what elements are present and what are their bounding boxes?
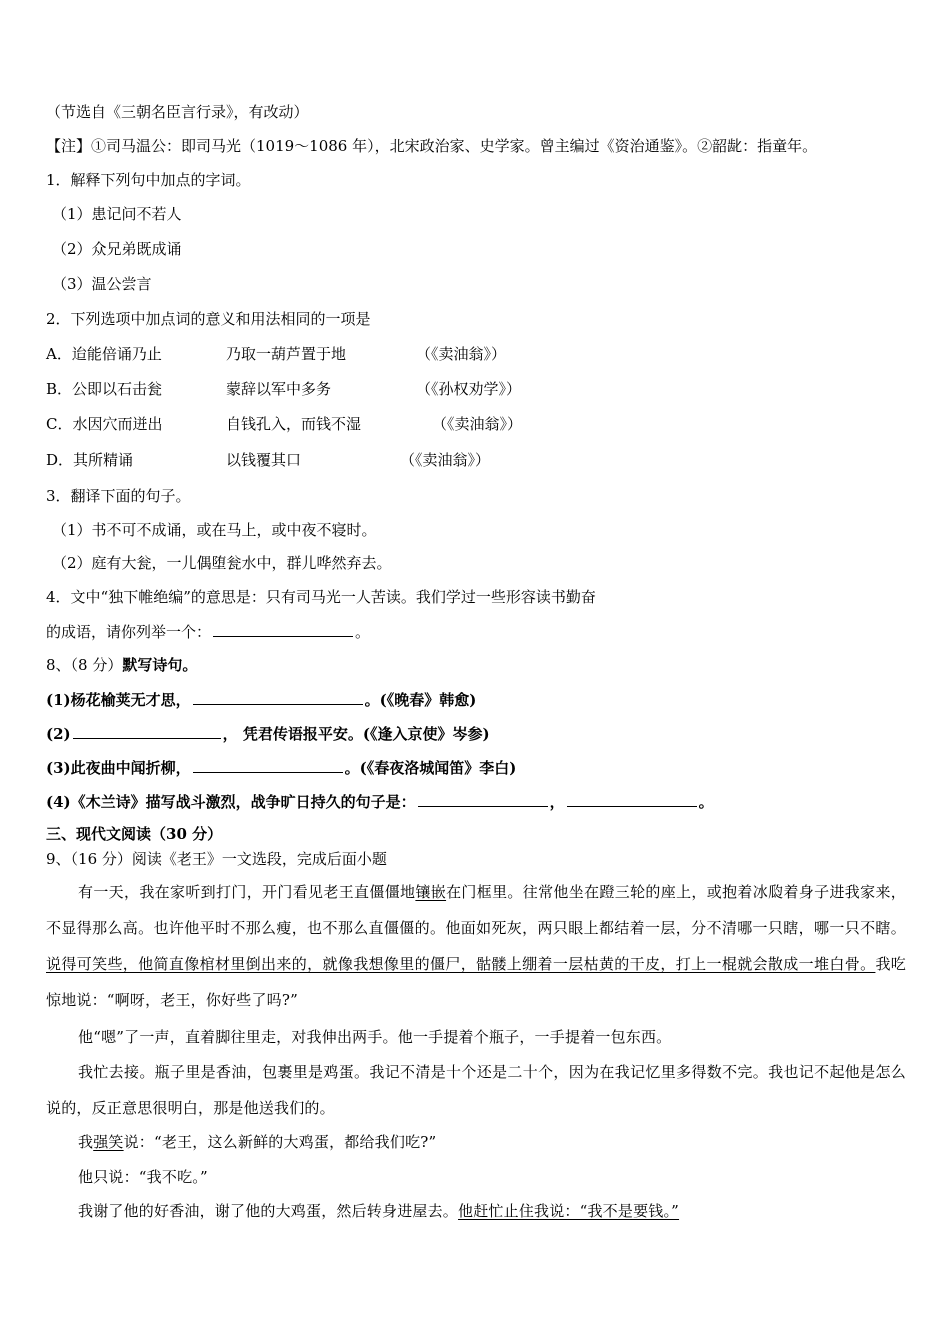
poem-line-3: (3)此夜曲中闻折柳， 。(《春夜洛城闻笛》李白)	[46, 759, 517, 777]
poem-line-4: (4)《木兰诗》描写战斗激烈，战争旷日持久的句子是： ， 。	[46, 793, 714, 811]
question-4-text: 的成语，请你列举一个： 。	[46, 623, 371, 641]
section-heading: 三、现代文阅读（30 分）	[46, 825, 223, 843]
source-line: （节选自《三朝名臣言行录》，有改动）	[46, 103, 309, 121]
passage-paragraph: 他“嗯”了一声，直着脚往里走，对我伸出两手。他一手提着个瓶子，一手提着一包东西。	[78, 1028, 672, 1046]
passage-paragraph: 有一天，我在家听到打门，开门看见老王直僵僵地镶嵌在门框里。往常他坐在蹬三轮的座上，或抱着冰瓝着身子进我家来，不显得那么高。也许他平时不那么瘦，也不那么直僵僵的。他面如死灰，两只眼上都结着一层，分不清哪一只瞎，哪一只不瞎。说得可笑些，他简直像棺材里倒出来的，就像我想像里的僵尸，骷髅上绷着一层枯黄的干皮，打上一棍就会散成一堆白骨。我吃惊地说：“啊呀，老王，你好些了吗?”	[46, 883, 906, 1009]
passage-paragraph: 我谢了他的好香油，谢了他的大鸡蛋，然后转身进屋去。他赶忙止住我说：“我不是要钱。”	[78, 1202, 680, 1220]
underlined-word: 镶嵌	[415, 883, 447, 901]
answer-blank[interactable]	[567, 791, 697, 807]
answer-blank[interactable]	[193, 757, 343, 773]
question-1-title: 1．解释下列句中加点的字词。	[46, 171, 251, 189]
passage-paragraph: 我忙去接。瓶子里是香油，包裹里是鸡蛋。我记不清是十个还是二十个，因为在我记忆里多得数不完。我也记不起他是怎么说的，反正意思很明白，那是他送我们的。	[46, 1063, 906, 1117]
question-4-text: 4．文中“独下帷绝编”的意思是：只有司马光一人苦读。我们学过一些形容读书勤奋	[46, 588, 596, 606]
underlined-sentence: 他赶忙止住我说：“我不是要钱。”	[458, 1202, 680, 1220]
answer-blank[interactable]	[73, 723, 221, 739]
question-1-item: （1）患记问不若人	[52, 205, 182, 223]
question-3-item: （2）庭有大瓮，一儿偶堕瓮水中，群儿哗然弃去。	[52, 554, 392, 572]
annotation-note: 【注】①司马温公：即司马光（1019～1086 年），北宋政治家、史学家。曾主编过《资治通鉴》。②韶龀：指童年。	[46, 137, 818, 155]
answer-blank[interactable]	[193, 689, 363, 705]
underlined-word: 强笑	[93, 1133, 124, 1151]
question-1-item: （3）温公尝言	[52, 275, 152, 293]
underlined-sentence: 说得可笑些，他简直像棺材里倒出来的，就像我想像里的僵尸，骷髅上绷着一层枯黄的干皮，打上一棍就会散成一堆白骨。	[46, 955, 876, 973]
question-8-title: 8、（8 分）默写诗句。	[46, 656, 198, 674]
passage-paragraph: 我强笑说：“老王，这么新鲜的大鸡蛋，都给我们吃?”	[78, 1133, 437, 1151]
poem-line-2: (2) ， 凭君传语报平安。(《逢入京使》岑参)	[46, 725, 490, 743]
answer-blank[interactable]	[418, 791, 548, 807]
question-3-title: 3．翻译下面的句子。	[46, 487, 191, 505]
question-2-title: 2．下列选项中加点词的意义和用法相同的一项是	[46, 310, 371, 328]
question-9-title: 9、（16 分）阅读《老王》一文选段，完成后面小题	[46, 850, 387, 868]
answer-blank[interactable]	[213, 621, 353, 637]
poem-line-1: (1)杨花榆荚无才思， 。(《晚春》韩愈)	[46, 691, 477, 709]
question-1-item: （2）众兄弟既成诵	[52, 240, 182, 258]
question-3-item: （1）书不可不成诵，或在马上，或中夜不寝时。	[52, 521, 377, 539]
passage-paragraph: 他只说：“我不吃。”	[78, 1168, 208, 1186]
